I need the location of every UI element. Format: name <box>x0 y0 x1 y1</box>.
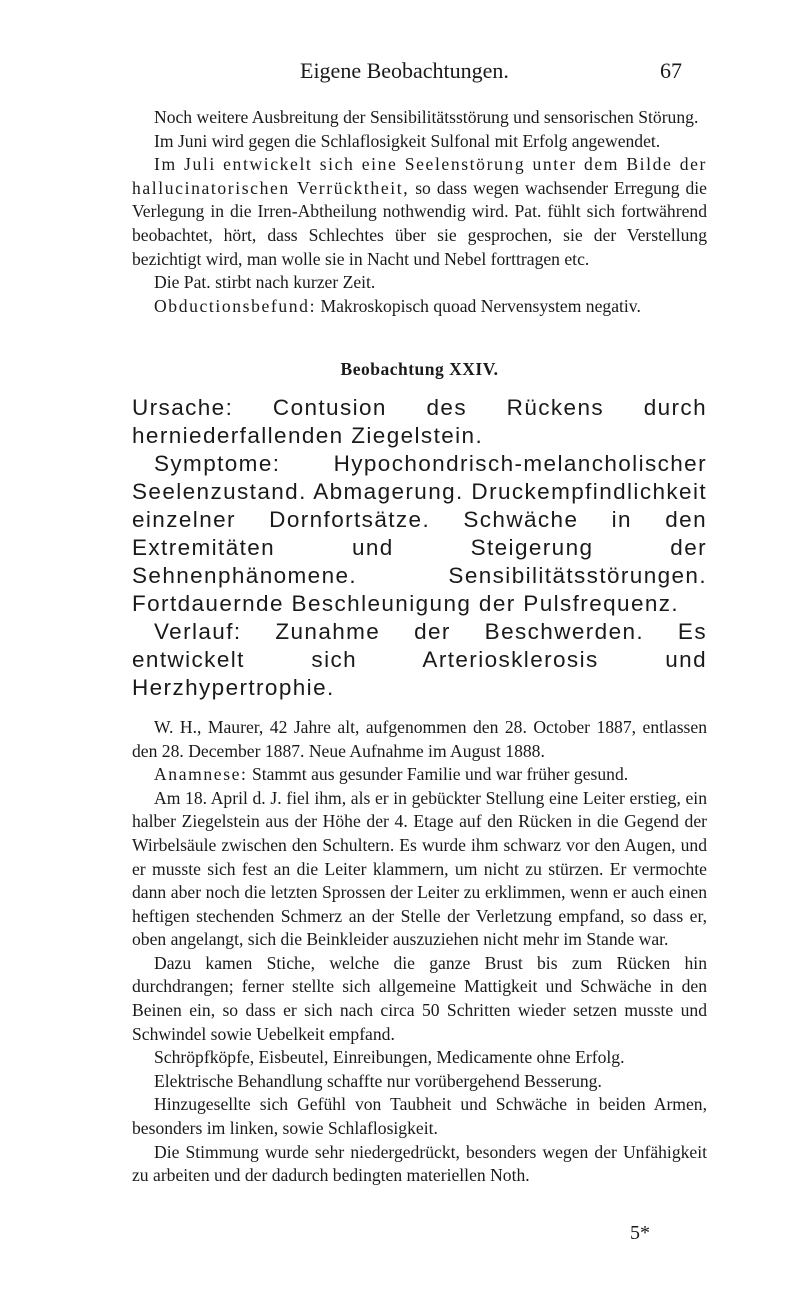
page-number: 67 <box>660 58 682 83</box>
spaced-text: Im Juli entwickelt sich eine Seelenstörung unter dem Bilde der hallucinatorischen Verrücktheit, <box>132 154 707 198</box>
paragraph: Noch weitere Ausbreitung der Sensibilitätsstörung und sensorischen Störung. <box>154 107 699 127</box>
paragraph: Schröpfköpfe, Eisbeutel, Einreibungen, Medicamente ohne Erfolg. <box>154 1047 625 1068</box>
paragraph: Am 18. April d. J. fiel ihm, als er in gebückter Stellung eine Leiter erstieg, ein halber Ziegelstein aus der Höhe der 4. Etage auf den Rücken in die Gegend der Wirbelsäule zwischen den Schultern. Es wurde ihm schwarz vor den Augen, und er musste sich fest an die Leiter klammern, um nicht zu stürzen. Er vermochte dann aber noch die letzten Sprossen der Leiter zu erklimmen, wenn er auch einen heftigen stechenden Schmerz an der Stelle der Verletzung empfand, so dass er, oben angelangt, sich die Beinkleider auszuziehen nicht mehr im Stande war. <box>132 787 707 950</box>
paragraph: Dazu kamen Stiche, welche die ganze Brust bis zum Rücken hin durchdrangen; ferner stellte sich allgemeine Mattigkeit und Schwäche in den Beinen ein, so dass er sich nach circa 50 Schritten wieder setzen musste und Schwindel sowie Uebelkeit empfand. <box>132 952 707 1044</box>
paragraph: Elektrische Behandlung schaffte nur vorübergehend Besserung. <box>154 1070 602 1091</box>
paragraph <box>132 763 707 787</box>
text: Stammt aus gesunder Familie und war früher gesund. <box>247 764 629 785</box>
verlauf: Verlauf: Zunahme der Beschwerden. Es entwickelt sich Arteriosklerosis und Herzhypertrophie. <box>132 618 707 700</box>
signature-mark: 5* <box>630 1222 650 1244</box>
running-header: Eigene Beobachtungen. <box>300 58 509 83</box>
ursache: Ursache: Contusion des Rückens durch herniederfallenden Ziegelstein. <box>132 394 707 448</box>
paragraph: Hinzugesellte sich Gefühl von Taubheit und Schwäche in beiden Armen, besonders im linken, sowie Schlaflosigkeit. <box>132 1094 707 1139</box>
paragraph: Die Pat. stirbt nach kurzer Zeit. <box>154 272 376 293</box>
symptome: Symptome: Hypochondrisch-melancholischer Seelenzustand. Abmagerung. Druckempfindlichkeit einzelner Dornfortsätze. Schwäche in den Extremitäten und Steigerung der Sehnenphänomene. Sensibilitätsstörungen. Fortdauernde Beschleunigung der Pulsfrequenz. <box>132 450 707 616</box>
paragraph: Im Juni wird gegen die Schlaflosigkeit Sulfonal mit Erfolg angewendet. <box>154 130 661 151</box>
obduction-label: Obductionsbefund: <box>154 295 317 316</box>
paragraph <box>132 153 707 271</box>
spacer <box>132 702 707 716</box>
observation-summary <box>132 394 707 702</box>
text: so dass wegen wachsender Erregung die Verlegung in die Irren-Abtheilung nothwendig wird. Pat. fühlt sich fortwährend beobachtet, hört, dass Schlechtes über sie gesprochen, sie der Verstellung bezichtigt wird, man wolle sie in Nacht und Nebel forttragen etc. <box>132 177 707 269</box>
body-text <box>132 106 707 1188</box>
text: Makroskopisch quoad Nervensystem negativ. <box>316 295 641 316</box>
paragraph <box>132 295 707 319</box>
paragraph: Die Stimmung wurde sehr niedergedrückt, besonders wegen der Unfähigkeit zu arbeiten und der dadurch bedingten materiellen Noth. <box>132 1141 707 1186</box>
anamnese-label: Anamnese: <box>154 764 248 785</box>
observation-heading: Beobachtung XXIV. <box>340 359 499 380</box>
paragraph: W. H., Maurer, 42 Jahre alt, aufgenommen den 28. October 1887, entlassen den 28. December 1887. Neue Aufnahme im August 1888. <box>132 716 707 761</box>
